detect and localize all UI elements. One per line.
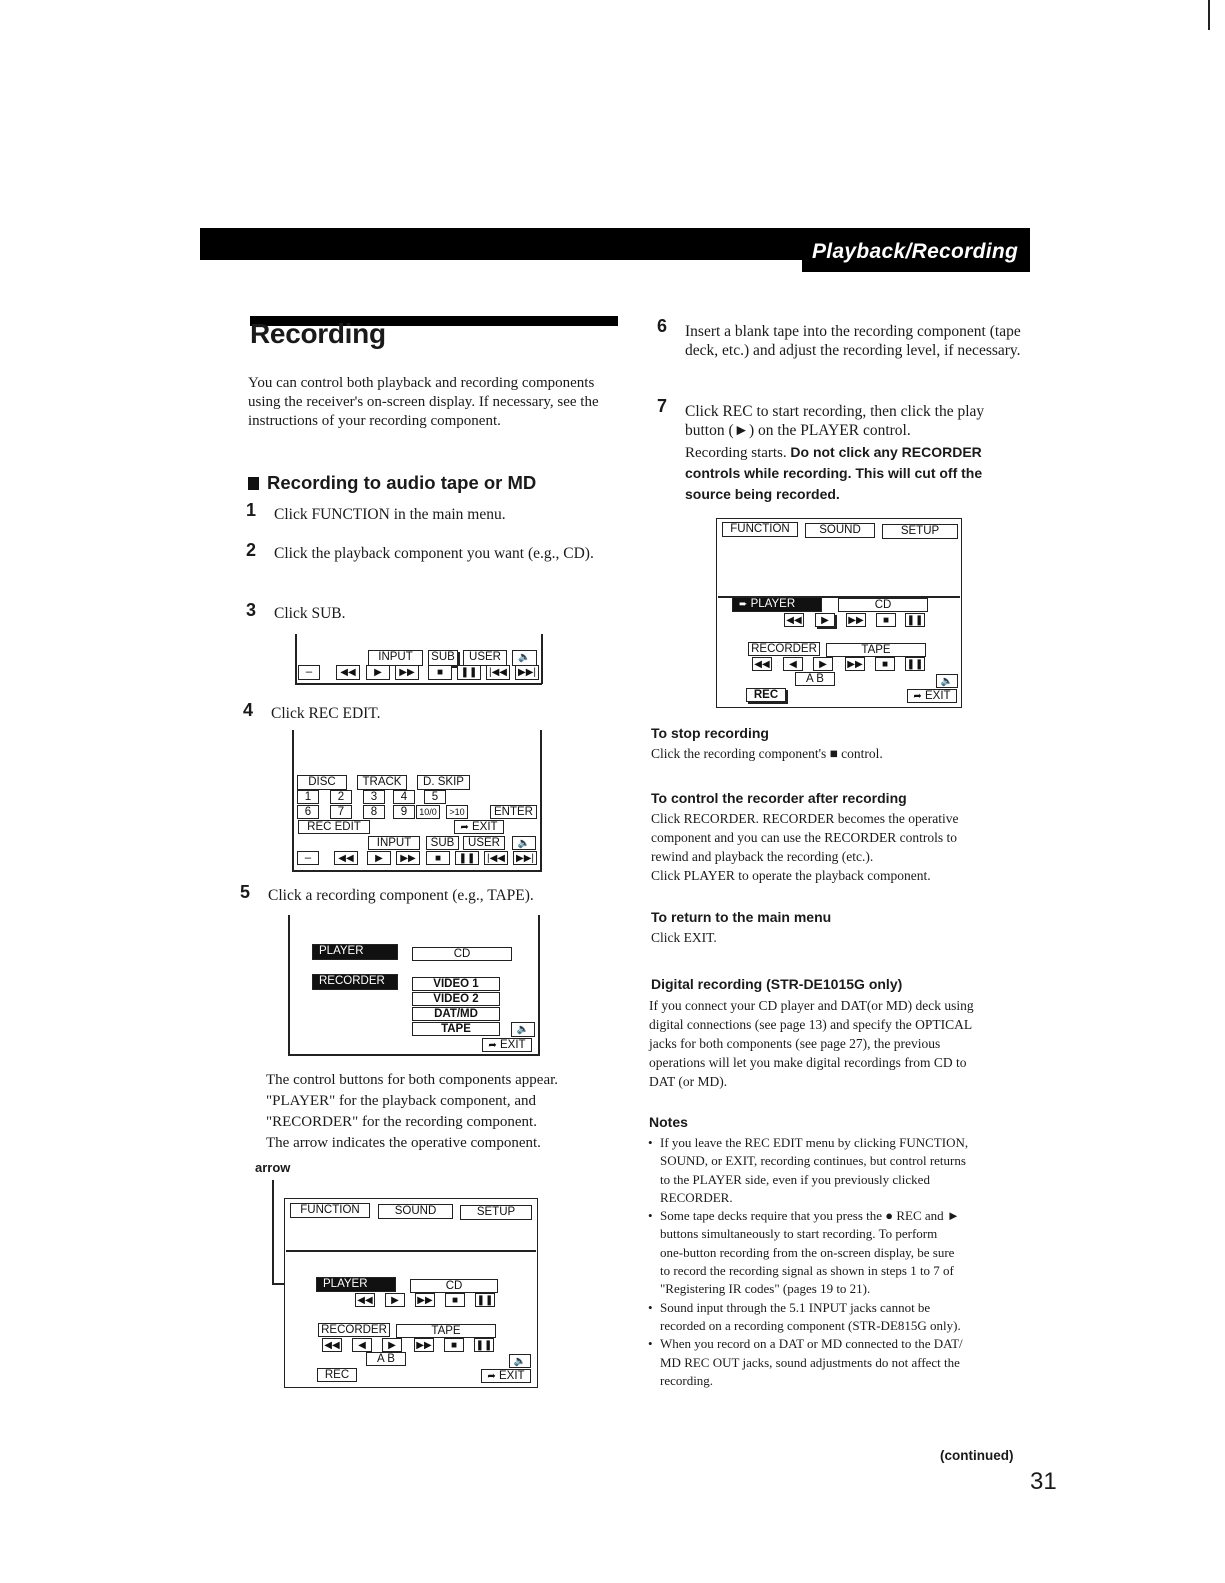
speaker-icon[interactable]: 🔈 — [936, 674, 958, 688]
reverse-play-icon[interactable]: ◀ — [783, 657, 803, 671]
num-button[interactable]: 4 — [393, 790, 415, 804]
step-number: 5 — [240, 882, 251, 902]
recorder-button[interactable]: RECORDER — [748, 642, 820, 656]
input-button[interactable]: INPUT — [368, 836, 420, 850]
sound-button[interactable]: SOUND — [378, 1204, 453, 1219]
sub-button[interactable]: SUB — [426, 836, 459, 850]
text-line: Sound input through the 5.1 INPUT jacks cannot be — [660, 1299, 931, 1315]
player-label[interactable]: PLAYER — [312, 944, 398, 960]
function-button[interactable]: FUNCTION — [722, 522, 798, 537]
recorder-label[interactable]: RECORDER — [312, 974, 398, 990]
text-line: If you connect your CD player and DAT(or MD) deck using — [649, 998, 974, 1013]
num-button[interactable]: 2 — [330, 790, 352, 804]
track-button[interactable]: TRACK — [357, 775, 407, 790]
pause-icon[interactable]: ❚❚ — [906, 659, 924, 670]
continued-label: (continued) — [940, 1448, 1014, 1463]
pause-icon[interactable]: ❚❚ — [476, 1295, 494, 1306]
text-line: recorded on a recording component (STR-DE815G only). — [660, 1317, 961, 1333]
text-line: to record the recording signal as shown in steps 1 to 7 of — [660, 1263, 954, 1279]
minus-button[interactable]: – — [298, 665, 320, 680]
stop-icon[interactable]: ■ — [445, 1293, 465, 1307]
step-text: Click FUNCTION in the main menu. — [274, 506, 506, 523]
text-line: "Registering IR codes" (pages 19 to 21). — [660, 1281, 871, 1297]
step-text: Click SUB. — [274, 605, 346, 622]
text-line: buttons simultaneously to start recording. To perform — [660, 1226, 938, 1242]
setup-button[interactable]: SETUP — [460, 1205, 532, 1220]
section-title: Playback/Recording — [812, 240, 1019, 263]
stop-icon[interactable]: ■ — [428, 665, 452, 680]
pause-icon[interactable]: ❚❚ — [457, 665, 481, 680]
play-icon[interactable]: ▶ — [367, 851, 391, 865]
explanation-line: "RECORDER" for the recording component. — [266, 1114, 537, 1130]
rec-edit-button[interactable]: REC EDIT — [298, 820, 370, 834]
square-bullet-icon — [248, 477, 259, 490]
control-recorder-heading: To control the recorder after recording — [651, 790, 907, 806]
speaker-icon[interactable]: 🔈 — [512, 836, 536, 850]
page-number: 31 — [1030, 1468, 1057, 1495]
text-line: RECORDER. — [660, 1189, 733, 1205]
stop-icon[interactable]: ■ — [875, 657, 895, 671]
text-line: one-button recording from the on-screen display, be sure — [660, 1244, 955, 1260]
stop-icon[interactable]: ■ — [876, 613, 896, 627]
rec-button[interactable]: REC — [746, 688, 786, 702]
text-line: When you record on a DAT or MD connected to the DAT/ — [660, 1336, 963, 1352]
ab-button[interactable]: A B — [366, 1352, 406, 1366]
fast-forward-icon[interactable]: ▶▶ — [846, 613, 866, 627]
cd-button[interactable]: CD — [410, 1279, 498, 1293]
subsection-title: Recording to audio tape or MD — [267, 472, 537, 493]
text-line: component and you can use the RECORDER controls to — [651, 830, 957, 845]
user-button[interactable]: USER — [463, 650, 507, 666]
control-recorder-text — [651, 809, 1011, 885]
num-button[interactable]: 3 — [363, 790, 385, 804]
step-number: 6 — [657, 316, 668, 336]
fast-forward-icon[interactable]: ▶▶ — [395, 665, 419, 680]
step-number: 7 — [657, 396, 668, 416]
list-item: • Some tape decks require that you press the ● REC and ► buttons simultaneously to start recording. To perform one-button recording from the on-screen display, be sure to record the recording signal as shown in steps 1 to 7 of "Registering IR codes" (pages 19 to 21). — [648, 1207, 1018, 1298]
text-line: to the PLAYER side, even if you previously clicked — [660, 1171, 930, 1187]
explanation-line: The arrow indicates the operative component. — [266, 1135, 541, 1151]
notes-list — [648, 1134, 1018, 1390]
video1-option[interactable]: VIDEO 1 — [412, 977, 500, 991]
text-line: SOUND, or EXIT, recording continues, but control returns — [660, 1153, 966, 1169]
step-number: 4 — [243, 700, 254, 720]
page-title: Recording — [250, 318, 386, 349]
crop-mark — [1208, 0, 1210, 30]
exit-label: EXIT — [500, 1039, 526, 1051]
stop-recording-heading: To stop recording — [651, 725, 769, 741]
setup-button[interactable]: SETUP — [882, 524, 958, 539]
stop-recording-text: Click the recording component's ■ control. — [651, 746, 883, 761]
next-icon[interactable]: ▶▶| — [515, 665, 539, 680]
list-item: • When you record on a DAT or MD connected to the DAT/ MD REC OUT jacks, sound adjustments do not affect the recording. — [648, 1335, 1018, 1390]
player-text: PLAYER — [750, 598, 796, 610]
player-label[interactable]: PLAYER — [316, 1277, 396, 1292]
step-text: Click REC to start recording, then click the play button (►) on the PLAYER control. — [685, 403, 985, 439]
text-line: DAT (or MD). — [649, 1074, 728, 1089]
rewind-icon[interactable]: ◀◀ — [784, 613, 804, 627]
num-button[interactable]: 8 — [363, 805, 385, 819]
minus-button[interactable]: – — [297, 851, 319, 865]
exit-label: EXIT — [925, 690, 951, 702]
play-icon[interactable]: ▶ — [382, 1338, 402, 1352]
step-number: 1 — [246, 500, 257, 520]
step-text: Click the playback component you want (e.g., CD). — [274, 545, 594, 562]
play-icon[interactable]: ▶ — [385, 1293, 405, 1307]
enter-button[interactable]: ENTER — [490, 805, 537, 819]
list-item: • Sound input through the 5.1 INPUT jacks cannot be recorded on a recording component (STR-DE815G only). — [648, 1299, 1018, 1336]
control-panel — [284, 1198, 538, 1388]
dskip-button[interactable]: D. SKIP — [417, 775, 470, 790]
explanation-line: "PLAYER" for the playback component, and — [266, 1093, 536, 1109]
list-item: • If you leave the REC EDIT menu by clicking FUNCTION, SOUND, or EXIT, recording continues, but control returns to the PLAYER side, even if you previously clicked RECORDER. — [648, 1134, 1018, 1207]
exit-label: EXIT — [472, 821, 498, 833]
text-line: Some tape decks require that you press the ● REC and ► — [660, 1208, 960, 1224]
disc-button[interactable]: DISC — [297, 775, 347, 790]
pause-icon[interactable]: ❚❚ — [455, 851, 479, 865]
digital-recording-text — [649, 996, 1019, 1091]
num-button[interactable]: 9 — [393, 805, 415, 819]
tape-button[interactable]: TAPE — [826, 643, 926, 657]
user-button[interactable]: USER — [463, 836, 505, 850]
play-icon[interactable]: ▶ — [813, 657, 833, 671]
step-text: Insert a blank tape into the recording component (tape deck, etc.) and adjust the recording level, if necessary. — [685, 323, 1021, 359]
control-panel — [716, 518, 962, 708]
text-line: MD REC OUT jacks, sound adjustments do not affect the — [660, 1354, 960, 1370]
step-number: 2 — [246, 540, 257, 560]
exit-label: EXIT — [499, 1370, 525, 1382]
component-explanation — [266, 1070, 606, 1154]
datmd-option[interactable]: DAT/MD — [412, 1007, 500, 1021]
subsection-heading — [248, 472, 536, 494]
notes-heading: Notes — [649, 1114, 688, 1130]
intro-text: You can control both playback and recording components using the receiver's on-screen display. If necessary, see the instructions of your recording component. — [248, 375, 599, 429]
next-icon[interactable]: ▶▶| — [513, 851, 537, 865]
rewind-icon[interactable]: ◀◀ — [355, 1293, 375, 1307]
cd-button[interactable]: CD — [412, 947, 512, 961]
num-button[interactable]: 6 — [297, 805, 319, 819]
pause-icon[interactable]: ❚❚ — [475, 1340, 493, 1351]
previous-icon[interactable]: |◀◀ — [486, 665, 510, 680]
main-menu-heading: To return to the main menu — [651, 909, 832, 925]
video2-option[interactable]: VIDEO 2 — [412, 992, 500, 1006]
sound-button[interactable]: SOUND — [805, 523, 875, 538]
sub-button[interactable]: SUB — [428, 650, 458, 666]
rewind-icon[interactable]: ◀◀ — [322, 1338, 342, 1352]
main-menu-text: Click EXIT. — [651, 930, 717, 945]
stop-icon[interactable]: ■ — [426, 851, 450, 865]
exit-button[interactable]: ➦ EXIT — [482, 1038, 532, 1052]
step7-note: Recording starts. — [685, 445, 787, 461]
rewind-icon[interactable]: ◀◀ — [752, 657, 772, 671]
text-line: Click PLAYER to operate the playback component. — [651, 868, 931, 883]
step7-warning: Do not click any RECORDER controls while recording. This will cut off the source being recorded. — [685, 444, 983, 502]
tape-option[interactable]: TAPE — [412, 1022, 500, 1036]
fast-forward-icon[interactable]: ▶▶ — [845, 657, 865, 671]
ab-button[interactable]: A B — [795, 672, 835, 686]
step-text: Click REC EDIT. — [271, 705, 381, 722]
num-button[interactable]: 1 — [297, 790, 319, 804]
exit-button[interactable]: ➦ EXIT — [907, 689, 957, 703]
step7-followup — [685, 442, 1015, 505]
explanation-line: The control buttons for both components appear. — [266, 1072, 559, 1088]
text-line: Click RECORDER. RECORDER becomes the operative — [651, 811, 959, 826]
speaker-icon[interactable]: 🔈 — [509, 1354, 531, 1368]
num-button[interactable]: 7 — [330, 805, 352, 819]
step-number: 3 — [246, 600, 257, 620]
text-line: operations will let you make digital recordings from CD to — [649, 1055, 967, 1070]
rec-button[interactable]: REC — [317, 1368, 357, 1382]
digital-recording-heading: Digital recording (STR-DE1015G only) — [651, 976, 903, 992]
step-text: Click a recording component (e.g., TAPE). — [268, 887, 534, 904]
num-button[interactable]: >10 — [446, 805, 468, 819]
pause-icon[interactable]: ❚❚ — [906, 615, 924, 626]
rewind-icon[interactable]: ◀◀ — [334, 851, 358, 865]
play-icon[interactable]: ▶ — [366, 665, 390, 680]
rewind-icon[interactable]: ◀◀ — [336, 665, 360, 680]
text-line: rewind and playback the recording (etc.). — [651, 849, 874, 864]
text-line: If you leave the REC EDIT menu by clicking FUNCTION, — [660, 1135, 969, 1150]
previous-icon[interactable]: |◀◀ — [484, 851, 508, 865]
text-line: jacks for both components (see page 27), the previous — [649, 1036, 941, 1051]
function-button[interactable]: FUNCTION — [290, 1203, 370, 1218]
fast-forward-icon[interactable]: ▶▶ — [396, 851, 420, 865]
fast-forward-icon[interactable]: ▶▶ — [414, 1338, 434, 1352]
speaker-icon[interactable]: 🔈 — [512, 650, 537, 666]
player-label[interactable]: ➨ PLAYER — [732, 597, 822, 612]
text-line: digital connections (see page 13) and specify the OPTICAL — [649, 1017, 973, 1032]
stop-icon[interactable]: ■ — [444, 1338, 464, 1352]
input-button[interactable]: INPUT — [368, 650, 423, 666]
num-button[interactable]: 10/0 — [416, 805, 440, 819]
cd-button[interactable]: CD — [838, 598, 928, 612]
tape-button[interactable]: TAPE — [396, 1324, 496, 1338]
recorder-button[interactable]: RECORDER — [318, 1323, 390, 1337]
exit-button[interactable]: ➦ EXIT — [481, 1369, 531, 1383]
text-line: recording. — [660, 1372, 714, 1388]
play-icon[interactable]: ▶ — [815, 613, 835, 627]
exit-button[interactable]: ➦ EXIT — [454, 820, 504, 834]
num-button[interactable]: 5 — [424, 790, 446, 804]
arrow-label: arrow — [255, 1160, 291, 1175]
speaker-icon[interactable]: 🔈 — [511, 1022, 535, 1037]
reverse-play-icon[interactable]: ◀ — [352, 1338, 372, 1352]
fast-forward-icon[interactable]: ▶▶ — [415, 1293, 435, 1307]
